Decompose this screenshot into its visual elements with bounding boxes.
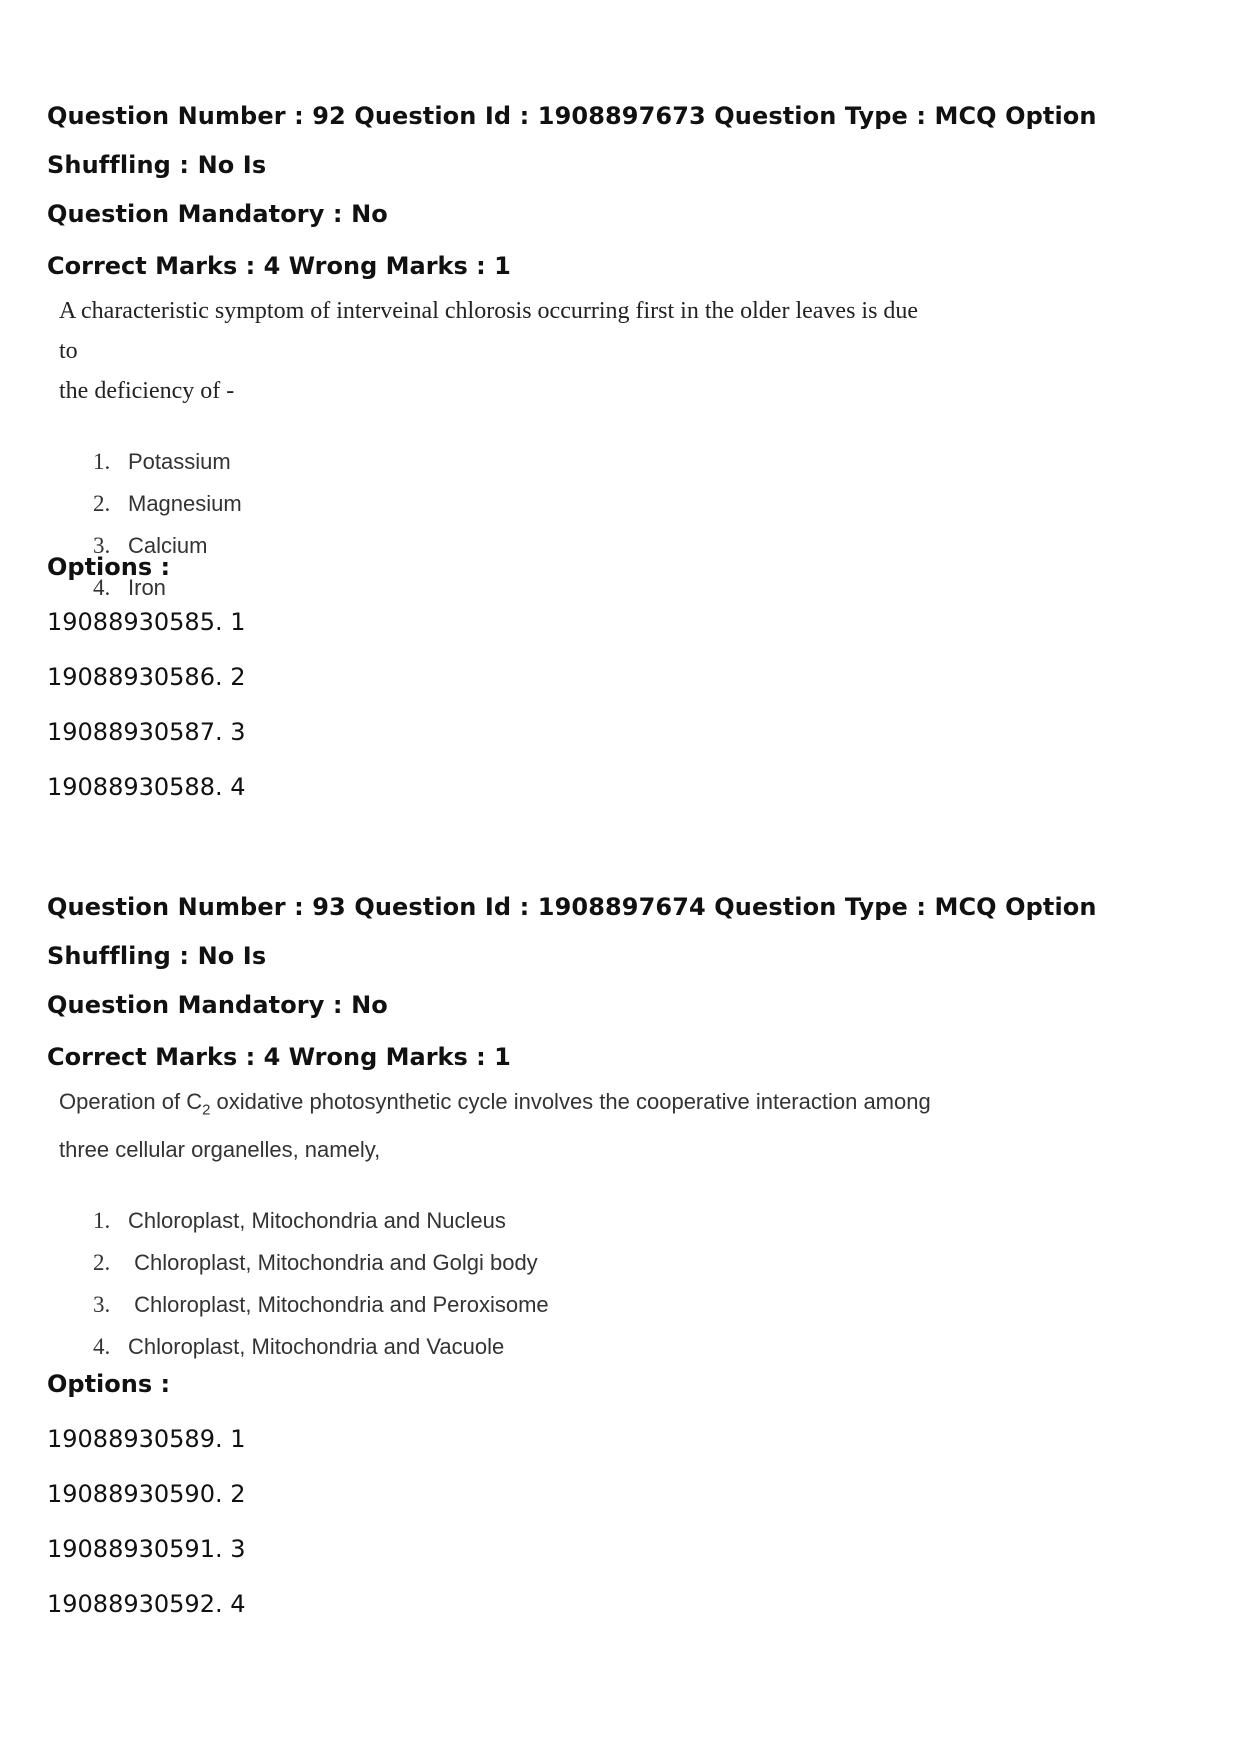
choice-number: 3. (93, 533, 111, 558)
choice-text: Potassium (128, 449, 231, 474)
stem-text-pre: Operation of C (59, 1089, 203, 1114)
choice-text: Chloroplast, Mitochondria and Nucleus (128, 1208, 506, 1234)
question-92 (47, 92, 1207, 609)
option-item: 19088930589. 1 (47, 1425, 246, 1453)
question-header (47, 92, 1207, 239)
options-list (47, 1399, 246, 1619)
options-label: Options : (47, 1370, 171, 1398)
choice-number: 2. (93, 491, 111, 516)
choice-number: 3. (93, 1292, 111, 1318)
choice-number: 4. (93, 1334, 111, 1360)
choice-item (93, 1200, 1207, 1242)
stem-subscript: 2 (202, 1101, 211, 1119)
question-header-line-2: Question Mandatory : No (47, 200, 388, 228)
question-stem-line-1 (59, 1082, 939, 1130)
choice-list (93, 1200, 1207, 1368)
option-item: 19088930588. 4 (47, 773, 246, 801)
choice-item (93, 525, 1207, 567)
choice-text: Chloroplast, Mitochondria and Peroxisome (128, 1292, 549, 1318)
question-stem-line-1: A characteristic symptom of interveinal chlorosis occurring first in the older leaves is due to (59, 298, 919, 364)
question-93 (47, 883, 1207, 1368)
question-stem (59, 1082, 939, 1170)
choice-number: 4. (93, 575, 111, 600)
choice-text: Calcium (128, 533, 208, 558)
stem-text-post: oxidative photosynthetic cycle involves the cooperative interaction among (210, 1089, 931, 1114)
option-item: 19088930592. 4 (47, 1590, 246, 1618)
choice-text: Iron (128, 575, 166, 600)
choice-item (93, 483, 1207, 525)
question-stem (59, 291, 939, 411)
option-item: 19088930585. 1 (47, 608, 246, 636)
choice-number: 1. (93, 449, 111, 474)
question-header (47, 883, 1207, 1030)
option-item: 19088930590. 2 (47, 1480, 246, 1508)
choice-text: Chloroplast, Mitochondria and Golgi body (128, 1250, 538, 1276)
choice-text: Magnesium (128, 491, 242, 516)
options-list (47, 582, 246, 802)
option-item: 19088930587. 3 (47, 718, 246, 746)
marks-line: Correct Marks : 4 Wrong Marks : 1 (47, 1043, 511, 1071)
choice-item (93, 567, 1207, 609)
question-stem-line-2: three cellular organelles, namely, (59, 1137, 381, 1163)
question-header-line-1: Question Number : 93 Question Id : 1908897674 Question Type : MCQ Option Shuffling : No Is (47, 893, 1097, 970)
choice-number: 1. (93, 1208, 111, 1234)
choice-item (93, 1326, 1207, 1368)
option-item: 19088930586. 2 (47, 663, 246, 691)
option-item: 19088930591. 3 (47, 1535, 246, 1563)
choice-list (93, 441, 1207, 609)
options-label: Options : (47, 553, 171, 581)
question-header-line-1: Question Number : 92 Question Id : 1908897673 Question Type : MCQ Option Shuffling : No Is (47, 102, 1097, 179)
question-header-line-2: Question Mandatory : No (47, 991, 388, 1019)
choice-item (93, 1284, 1207, 1326)
choice-text: Chloroplast, Mitochondria and Vacuole (128, 1334, 505, 1360)
choice-number: 2. (93, 1250, 111, 1276)
choice-item (93, 1242, 1207, 1284)
marks-line: Correct Marks : 4 Wrong Marks : 1 (47, 252, 511, 280)
choice-item (93, 441, 1207, 483)
question-stem-line-2: the deficiency of - (59, 378, 235, 404)
